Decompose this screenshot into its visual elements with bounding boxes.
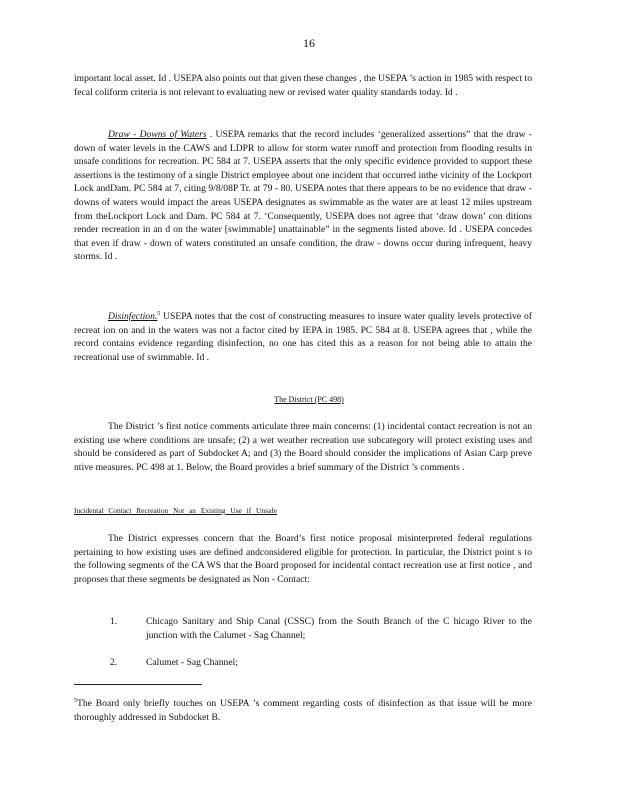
paragraph-district-concerns — [74, 420, 532, 474]
footnote-reference: 5 — [157, 310, 161, 317]
page-number: 16 — [303, 36, 315, 50]
list-number: 2. — [110, 657, 118, 668]
footnote — [74, 697, 532, 724]
paragraph-usepa-conclusion — [74, 72, 532, 99]
paragraph-text: The District ’s first notice comments articulate three main concerns: (1) incidental contact recreation is not an existing use where conditions are unsafe; (2) a wet weather recreation use subcategory will protect existing uses and should be considered as part of Subdocket A; and (3) the Board should consider the implications of Asian Carp preve ntive measures. PC 498 at 1. Below, the Board provides a brief summary of the District ’s comments . — [74, 421, 532, 473]
subsection-heading — [74, 506, 277, 515]
paragraph-text: . USEPA remarks that the record includes ‘generalized assertions” that the draw - down of water levels in the CAWS and LDPR to allow for storm water runoff and protection from flooding results in unsafe conditions for recreation. PC 584 at 7. USEPA asserts that the only specific evidence provided to support these assertions is the testimony of a single District employee about one incident that occurred inthe vicinity of the Lockport Lock andDam. PC 584 at 7, citing 9/8/08P Tr. at 79 - 80. USEPA notes that there appears to be no evidence that draw - downs of waters would impact the areas USEPA designates as swimmable as the water are at least 12 miles upstream from theLockport Lock and Dam. PC 584 at 7. ‘Consequently, USEPA does not agree that ‘draw down’ con ditions render recreation in an d on the water [swimmable] unattainable” in the segments listed above. Id . USEPA concedes that even if draw - down of waters constituted an unsafe condition, the draw - downs occur during infrequent, heavy storms. Id . — [74, 129, 532, 263]
paragraph-lead-disinfection: Disinfection. — [108, 311, 158, 322]
list-text: Chicago Sanitary and Ship Canal (CSSC) from the South Branch of the C hicago River to the junction with the Calumet - Sag Channel; — [146, 616, 532, 641]
paragraph-disinfection — [74, 310, 532, 364]
paragraph-text: important local asset. Id . USEPA also points out that given these changes , the USEPA ’s action in 1985 with respect to fecal coliform criteria is not relevant to evaluating new or revised water quality standards today. Id . — [74, 73, 532, 98]
paragraph-text: USEPA notes that the cost of constructing measures to insure water quality levels protective of recreat ion on and in the waters was not a factor cited by IEPA in 1985. PC 584 at 8. USEPA agrees that , while the record contains evidence regarding disinfection, no one has cited this as a reason for not being able to attain the recreational use of swimmable. Id . — [74, 311, 532, 363]
footnote-mark: 5 — [74, 697, 77, 704]
footnote-text: The Board only briefly touches on USEPA ’s comment regarding costs of disinfection as that issue will be more thoroughly addressed in Subdocket B. — [74, 698, 532, 723]
list-text: Calumet - Sag Channel; — [146, 657, 238, 668]
paragraph-lead-draw-downs: Draw - Downs of Waters — [108, 129, 207, 140]
section-heading-text: The District (PC 498) — [274, 395, 344, 404]
section-heading — [0, 395, 618, 404]
paragraph-text: The District expresses concern that the Board’s first notice proposal misinterpreted federal regulations pertaining to how existing uses are defined andconsidered eligible for protection. In particular, the District point s to the following segments of the CA WS that the Board proposed for incidental contact recreation use at first notice , and proposes that these segments be designated as Non - Contact: — [74, 533, 532, 585]
list-number: 1. — [110, 616, 118, 627]
paragraph-draw-downs — [74, 128, 532, 264]
footnote-divider — [74, 684, 202, 685]
subsection-heading-text: Incidental Contact Recreation Not an Existing Use if Unsafe — [74, 506, 277, 515]
paragraph-district-expresses — [74, 532, 532, 586]
